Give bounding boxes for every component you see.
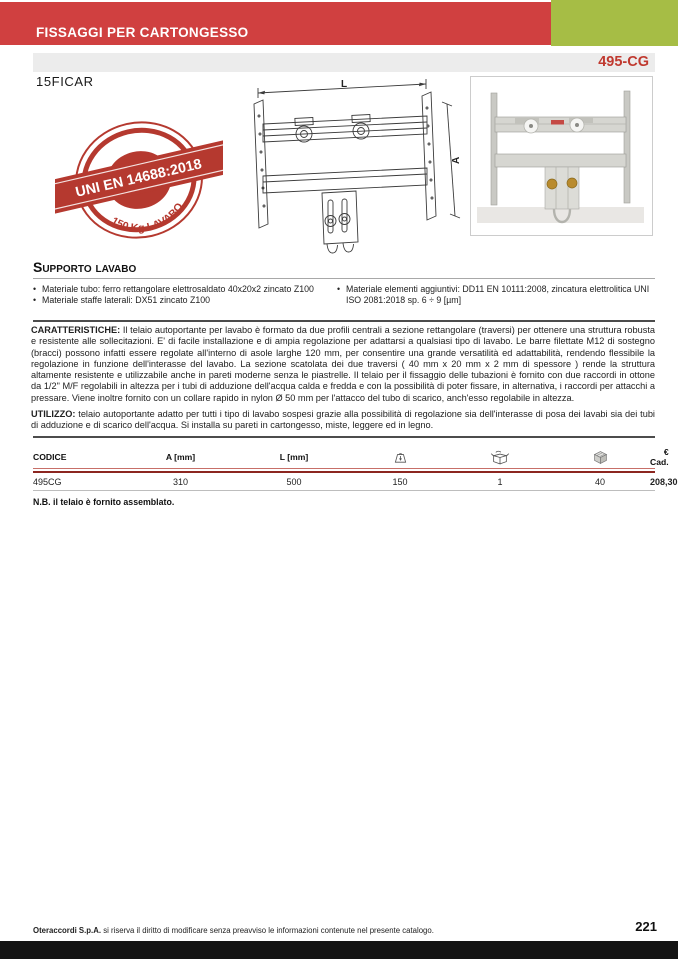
- dimension-a-label: A: [451, 156, 462, 164]
- materials-list-left: [33, 284, 331, 306]
- spec-table-header: [33, 446, 669, 468]
- stamp-norm-text: UNI EN 14688:2018: [74, 156, 204, 201]
- footer-disclaimer-text: si riserva il diritto di modificare senza preavviso le informazioni contenute nel presente catalogo.: [103, 926, 434, 935]
- bullet-icon: •: [33, 284, 37, 294]
- corner-accent-block: [551, 0, 678, 46]
- table-row: [33, 473, 678, 490]
- bullet-icon: •: [33, 294, 37, 305]
- page-code: 495-CG: [598, 54, 649, 70]
- cell-per-box: 1: [497, 476, 503, 487]
- list-item: • Materiale staffe laterali: DX51 zincato Z100: [33, 294, 211, 305]
- col-header-l: L [mm]: [279, 452, 309, 462]
- pieces-per-pallet-icon: [550, 448, 650, 466]
- bottom-bar: [0, 941, 678, 959]
- section-divider: [33, 436, 655, 438]
- list-item: • Materiale tubo: ferro rettangolare elettrosaldato 40x20x2 zincato Z100: [33, 284, 314, 294]
- page-number: 221: [635, 919, 657, 934]
- list-item: • Materiale elementi aggiuntivi: DD11 EN 10111:2008, zincatura elettrolitica UNI ISO 2081:2018 sp. 6 ÷ 9 [µm]: [337, 284, 650, 305]
- max-load-icon: [350, 448, 450, 466]
- certification-stamp: [55, 110, 223, 252]
- utilizzo-text: telaio autoportante adatto per tutti i tipo di lavabo sospesi grazie alla possibilità di regolazione sia dell'interasse di posa dei lavabi sia dei tubi di adduzione e di scarico dell'acqua. Si installa su pareti in cartongesso, miste, leggere ed in legno.: [31, 409, 655, 431]
- category-header-band: [0, 2, 551, 45]
- pieces-per-box-icon: [450, 448, 550, 466]
- caratteristiche-paragraph: [31, 325, 655, 404]
- cell-per-pallet: 40: [594, 476, 605, 487]
- page-code-bar: [33, 53, 655, 72]
- brand-logo-mark: [551, 120, 564, 125]
- frame-line-drawing: [226, 76, 464, 260]
- cell-load: 150: [392, 476, 408, 487]
- spec-table: [33, 446, 678, 507]
- cell-price: 208,30: [650, 476, 678, 487]
- product-photo-image: [471, 77, 650, 233]
- cell-a: 310: [172, 476, 189, 487]
- footer-disclaimer: [33, 926, 434, 935]
- product-photo: [470, 76, 653, 236]
- col-header-codice: CODICE: [33, 452, 67, 462]
- section-divider: [33, 320, 655, 322]
- stamp-capacity-text: 150 Kg LAVABO: [109, 200, 186, 235]
- bullet-icon: •: [337, 284, 341, 294]
- footer-company: Oteraccordi S.p.A.: [33, 926, 102, 935]
- technical-drawing: [226, 76, 464, 260]
- stamp-seal-icon: [55, 110, 223, 252]
- category-title: FISSAGGI PER CARTONGESSO: [36, 25, 249, 40]
- dimension-l-label: L: [341, 79, 348, 90]
- cell-codice: 495CG: [33, 476, 62, 487]
- col-header-a: A [mm]: [165, 452, 196, 462]
- section-title-rule: [33, 278, 655, 279]
- table-note: N.B. il telaio è fornito assemblato.: [33, 497, 175, 507]
- utilizzo-paragraph: [31, 409, 655, 432]
- section-title: Supporto lavabo: [33, 259, 137, 275]
- materials-list-right: [337, 284, 655, 306]
- col-header-price: € Cad.: [650, 447, 669, 467]
- cell-l: 500: [286, 476, 302, 487]
- caratteristiche-label: CARATTERISTICHE:: [31, 325, 121, 335]
- utilizzo-label: UTILIZZO:: [31, 409, 76, 419]
- product-sku: 15FICAR: [36, 74, 94, 89]
- caratteristiche-text: Il telaio autoportante per lavabo è formato da due profili centrali a sezione rettangolare (traversi) per ottenere una struttura robusta e resistente alle sollecitazioni. E' di facile installazione e di ampia regolazione per adattarsi a qualsiasi tipo di lavabo. Le barre filettate M12 di sostegno (bracci) possono infatti essere regolate all'interno di asole larghe 120 mm, per consentire una grande versatilità ed adattabilità, rendendo flessibile la regolazione in funzione dell'interasse del lavabo. La sezione scatolata dei due traversi ( 40 mm x 20 mm x 2 mm di spessore ) rende la struttura altamente resistente e utilizzabile anche in pareti moderne senza le piastrelle. Il telaio per il fissaggio delle tubazioni è fornito con due raccordi in ottone da 1/2" M/F regolabili in altezza per i tubi di adduzione dell'acqua calda e fredda e con la possibilità di poter fissare, in alternativa, i raccordi per attacchi a pressare. Viene inoltre fornito con un collare rapido in nylon Ø 50 mm per l'attacco del tubo di scarico, anch'esso regolabile in altezza.: [31, 325, 655, 403]
- table-bottom-rule: [33, 490, 655, 491]
